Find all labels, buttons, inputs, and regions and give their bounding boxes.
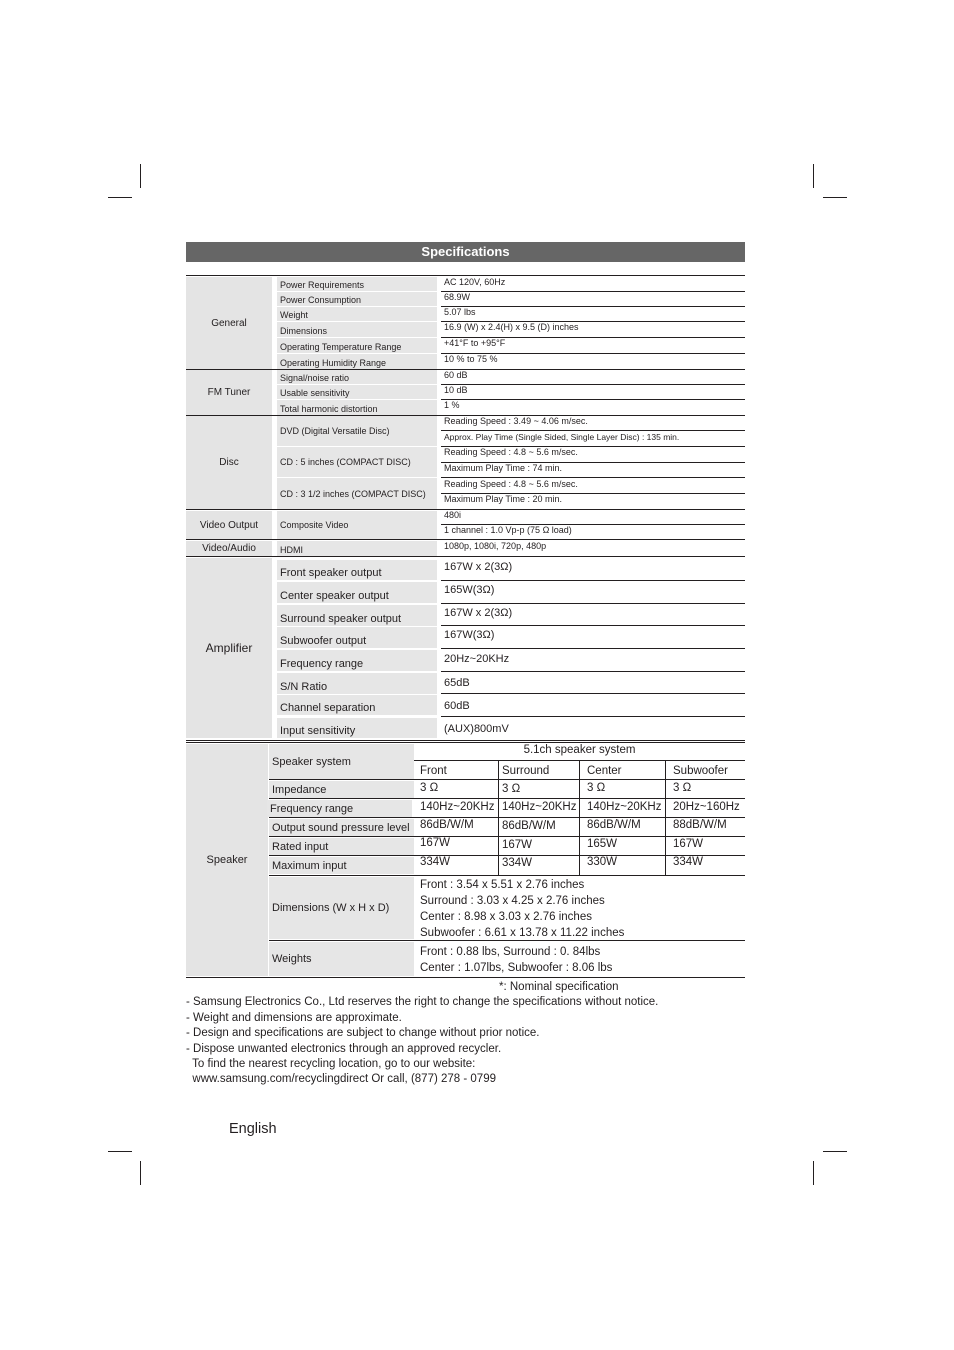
crop-mark bbox=[823, 197, 847, 198]
column-divider bbox=[579, 760, 580, 876]
row-rule bbox=[441, 580, 745, 581]
crop-mark bbox=[108, 197, 132, 198]
group-rule bbox=[186, 742, 745, 743]
spec-value: 86dB/W/M bbox=[587, 819, 641, 831]
spec-value: 165W(3Ω) bbox=[444, 584, 495, 596]
group-general: General bbox=[186, 277, 272, 369]
spec-value: 480i bbox=[444, 510, 462, 520]
row-rule bbox=[441, 603, 745, 604]
row-rule bbox=[269, 940, 745, 941]
spec-value: 334W bbox=[673, 856, 704, 868]
group-disc: Disc bbox=[186, 416, 272, 509]
spec-label: Input sensitivity bbox=[277, 718, 437, 738]
spec-label: Composite Video bbox=[277, 511, 437, 539]
spec-value: 140Hz~20KHz bbox=[502, 801, 577, 813]
spec-value: 86dB/W/M bbox=[502, 820, 556, 832]
note-line: - Samsung Electronics Co., Ltd reserves the right to change the specifications without notice. bbox=[186, 996, 659, 1008]
group-rule bbox=[186, 556, 745, 557]
spec-value: 167W x 2(3Ω) bbox=[444, 607, 513, 619]
spec-label: Maximum input bbox=[269, 857, 414, 874]
row-rule bbox=[269, 798, 745, 799]
speaker-system-label: Speaker system bbox=[269, 744, 414, 779]
spec-label: Center speaker output bbox=[277, 582, 437, 603]
column-header-subwoofer: Subwoofer bbox=[673, 765, 728, 777]
column-header-surround: Surround bbox=[502, 765, 550, 777]
spec-value: 65dB bbox=[444, 677, 470, 689]
row-rule bbox=[441, 430, 745, 431]
dimensions-surround: Surround : 3.03 x 4.25 x 2.76 inches bbox=[420, 895, 605, 907]
row-rule bbox=[269, 779, 745, 780]
spec-label: Operating Humidity Range bbox=[277, 354, 437, 369]
row-rule bbox=[269, 817, 745, 818]
spec-value: 330W bbox=[587, 856, 618, 868]
spec-value: 20Hz~160Hz bbox=[673, 801, 740, 813]
spec-value: Approx. Play Time (Single Sided, Single Layer Disc) : 135 min. bbox=[444, 432, 680, 442]
group-rule bbox=[186, 740, 745, 741]
spec-label: Total harmonic distortion bbox=[277, 400, 437, 415]
spec-label: Signal/noise ratio bbox=[277, 370, 437, 384]
spec-value: Maximum Play Time : 20 min. bbox=[444, 494, 563, 504]
speaker-system-value: 5.1ch speaker system bbox=[523, 744, 636, 756]
row-rule bbox=[441, 671, 745, 672]
spec-label: HDMI bbox=[277, 541, 437, 556]
spec-value: 334W bbox=[420, 856, 451, 868]
page-title: Specifications bbox=[186, 242, 745, 262]
spec-label: Channel separation bbox=[277, 695, 437, 715]
spec-label: Impedance bbox=[269, 781, 414, 798]
footer-language: English bbox=[229, 1121, 277, 1137]
spec-value: 16.9 (W) x 2.4(H) x 9.5 (D) inches bbox=[444, 322, 579, 332]
group-video-output: Video Output bbox=[186, 511, 272, 539]
spec-label: Output sound pressure level bbox=[269, 819, 414, 836]
column-header-center: Center bbox=[587, 765, 622, 777]
spec-value: 334W bbox=[502, 857, 533, 869]
spec-value: 167W bbox=[420, 837, 451, 849]
row-rule bbox=[269, 875, 745, 876]
spec-value: 5.07 lbs bbox=[444, 307, 476, 317]
row-rule bbox=[441, 477, 745, 478]
crop-mark bbox=[108, 1151, 132, 1152]
spec-label: Weight bbox=[277, 307, 437, 321]
row-rule bbox=[441, 625, 745, 626]
spec-value: (AUX)800mV bbox=[444, 723, 509, 735]
spec-value: 88dB/W/M bbox=[673, 819, 727, 831]
spec-value: 1 channel : 1.0 Vp-p (75 Ω load) bbox=[444, 525, 572, 535]
spec-value: 167W x 2(3Ω) bbox=[444, 561, 513, 573]
spec-value: 167W bbox=[502, 839, 533, 851]
note-line: - Weight and dimensions are approximate. bbox=[186, 1012, 402, 1024]
nominal-note: *: Nominal specification bbox=[499, 981, 619, 993]
spec-value: 20Hz~20KHz bbox=[444, 653, 510, 665]
spec-value: 10 dB bbox=[444, 385, 468, 395]
note-line: www.samsung.com/recyclingdirect Or call, (877) 278 - 0799 bbox=[186, 1073, 496, 1085]
crop-mark bbox=[140, 164, 141, 188]
dimensions-subwoofer: Subwoofer : 6.61 x 13.78 x 11.22 inches bbox=[420, 927, 625, 939]
group-video-audio: Video/Audio bbox=[186, 541, 272, 556]
crop-mark bbox=[813, 164, 814, 188]
spec-value: 3 Ω bbox=[673, 782, 692, 794]
spec-label: Rated input bbox=[269, 838, 414, 855]
dimensions-center: Center : 8.98 x 3.03 x 2.76 inches bbox=[420, 911, 592, 923]
spec-label: Weights bbox=[269, 942, 414, 976]
spec-value: 165W bbox=[587, 838, 618, 850]
row-rule bbox=[441, 716, 745, 717]
spec-label: Dimensions (W x H x D) bbox=[269, 877, 414, 939]
spec-label: S/N Ratio bbox=[277, 673, 437, 694]
row-rule bbox=[441, 693, 745, 694]
spec-value: Reading Speed : 4.8 ~ 5.6 m/sec. bbox=[444, 479, 578, 489]
spec-value: Maximum Play Time : 74 min. bbox=[444, 463, 563, 473]
spec-value: AC 120V, 60Hz bbox=[444, 277, 506, 287]
note-line: - Design and specifications are subject to change without prior notice. bbox=[186, 1027, 540, 1039]
spec-value: 1 % bbox=[444, 400, 460, 410]
crop-mark bbox=[140, 1161, 141, 1185]
group-fm-tuner: FM Tuner bbox=[186, 370, 272, 415]
spec-value: Reading Speed : 3.49 ~ 4.06 m/sec. bbox=[444, 416, 588, 426]
spec-value: 60 dB bbox=[444, 370, 468, 380]
crop-mark bbox=[823, 1151, 847, 1152]
spec-label: Dimensions bbox=[277, 322, 437, 337]
spec-value: 167W bbox=[673, 838, 704, 850]
spec-label: CD : 5 inches (COMPACT DISC) bbox=[277, 447, 437, 477]
table-bottom-rule bbox=[186, 977, 745, 978]
spec-label: CD : 3 1/2 inches (COMPACT DISC) bbox=[277, 478, 437, 509]
spec-label: Power Consumption bbox=[277, 292, 437, 306]
spec-label: Operating Temperature Range bbox=[277, 338, 437, 353]
spec-label: Frequency range bbox=[277, 650, 437, 671]
weights-line: Front : 0.88 lbs, Surround : 0. 84lbs bbox=[420, 946, 601, 958]
row-rule bbox=[441, 648, 745, 649]
spec-label: Usable sensitivity bbox=[277, 385, 437, 399]
spec-value: 68.9W bbox=[444, 292, 471, 302]
spec-value: 60dB bbox=[444, 700, 470, 712]
row-rule bbox=[269, 836, 745, 837]
spec-label: Subwoofer output bbox=[277, 627, 437, 648]
note-line: - Dispose unwanted electronics through an approved recycler. bbox=[186, 1043, 502, 1055]
spec-label: Front speaker output bbox=[277, 560, 437, 580]
spec-value: 3 Ω bbox=[587, 782, 606, 794]
table-top-rule bbox=[186, 275, 745, 276]
column-divider bbox=[665, 760, 666, 876]
spec-value: 3 Ω bbox=[420, 782, 439, 794]
dimensions-front: Front : 3.54 x 5.51 x 2.76 inches bbox=[420, 879, 585, 891]
note-line: To find the nearest recycling location, go to our website: bbox=[186, 1058, 476, 1070]
group-amplifier: Amplifier bbox=[186, 558, 272, 738]
spec-value: 140Hz~20KHz bbox=[420, 801, 495, 813]
spec-value: 3 Ω bbox=[502, 783, 521, 795]
spec-value: 1080p, 1080i, 720p, 480p bbox=[444, 541, 547, 551]
group-rule bbox=[186, 539, 745, 540]
spec-value: 140Hz~20KHz bbox=[587, 801, 662, 813]
group-speaker: Speaker bbox=[186, 744, 268, 976]
crop-mark bbox=[813, 1161, 814, 1185]
spec-value: Reading Speed : 4.8 ~ 5.6 m/sec. bbox=[444, 447, 578, 457]
weights-line: Center : 1.07lbs, Subwoofer : 8.06 lbs bbox=[420, 962, 613, 974]
column-header-front: Front bbox=[420, 765, 447, 777]
spec-label: DVD (Digital Versatile Disc) bbox=[277, 416, 437, 446]
spec-label: Surround speaker output bbox=[277, 605, 437, 626]
spec-value: 10 % to 75 % bbox=[444, 354, 498, 364]
spec-value: 86dB/W/M bbox=[420, 819, 474, 831]
spec-value: 167W(3Ω) bbox=[444, 629, 495, 641]
spec-value: +41°F to +95°F bbox=[444, 338, 506, 348]
spec-label: Power Requirements bbox=[277, 277, 437, 291]
spec-label: Frequency range bbox=[267, 800, 412, 817]
